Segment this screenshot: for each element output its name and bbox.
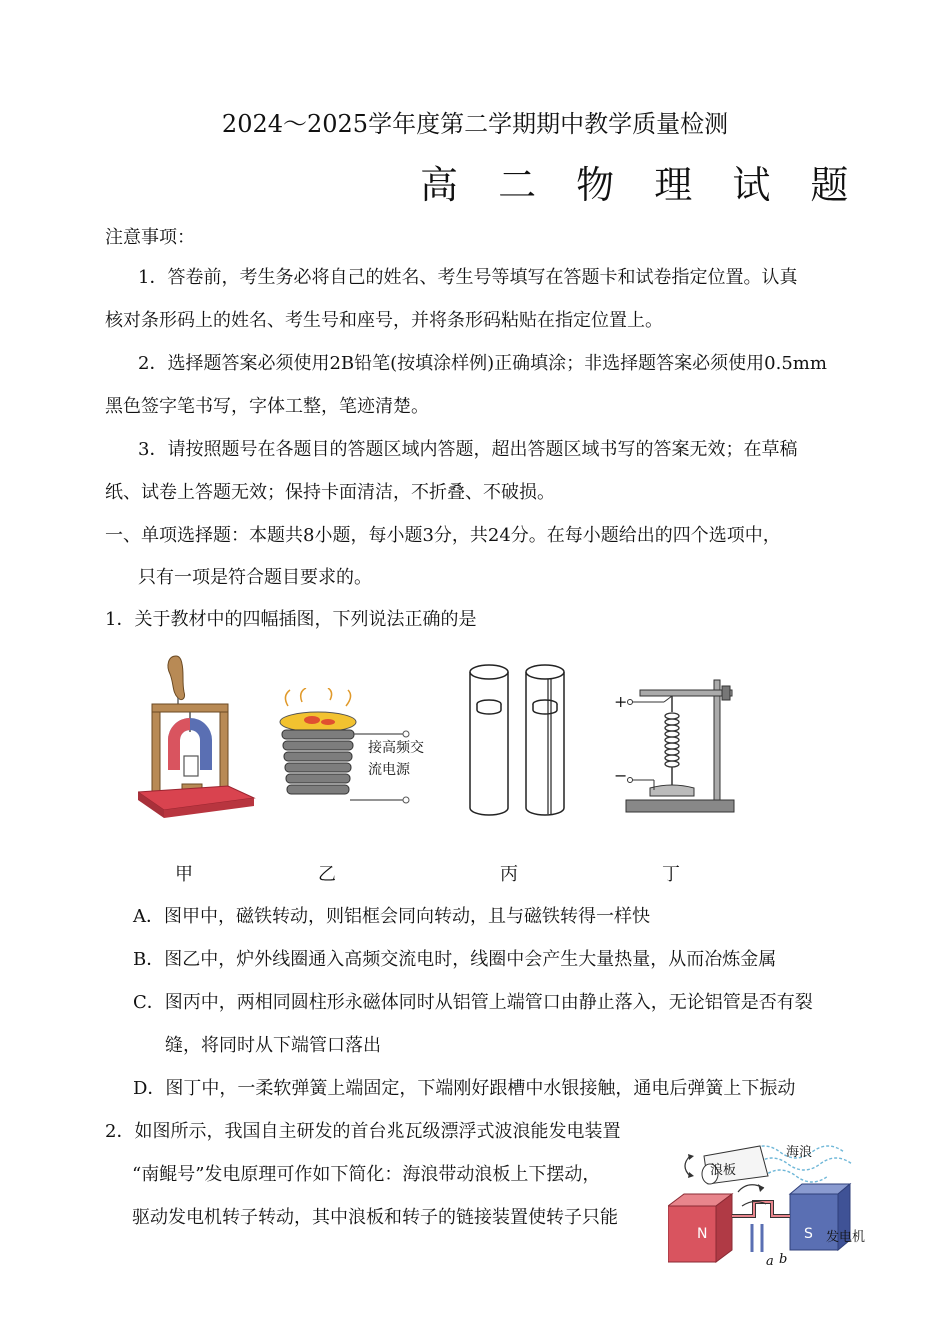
figure-jia: [138, 652, 256, 820]
q1-option-c-line-1: C．图丙中，两相同圆柱形永磁体同时从铝管上端管口由静止落入，无论铝管是否有裂: [133, 992, 813, 1013]
section1-line-2: 只有一项是符合题目要求的。: [138, 567, 372, 588]
caption-bing: 丙: [500, 864, 518, 885]
q1-option-d: D．图丁中，一柔软弹簧上端固定，下端刚好跟槽中水银接触，通电后弹簧上下振动: [133, 1078, 796, 1099]
fig-q2-board-label: 浪板: [710, 1163, 737, 1178]
figure-q2-generator: [668, 1132, 882, 1274]
fig-q2-generator-label: 发电机: [826, 1230, 866, 1245]
caption-jia: 甲: [175, 864, 193, 885]
q2-line-1: 2．如图所示，我国自主研发的首台兆瓦级漂浮式波浪能发电装置: [105, 1121, 621, 1142]
fig-q2-north-label: N: [697, 1226, 708, 1242]
note-2-line-1: 2．选择题答案必须使用2B铅笔(按填涂样例)正确填涂；非选择题答案必须使用0.5mm: [138, 353, 827, 374]
fig-q2-south-label: S: [804, 1226, 813, 1242]
fig-q2-wave-label: 海浪: [786, 1145, 813, 1160]
note-2-line-2: 黑色签字笔书写，字体工整，笔迹清楚。: [105, 396, 429, 417]
fig-q2-terminal-a: a: [766, 1254, 774, 1269]
exam-title: 2024～2025学年度第二学期期中教学质量检测: [221, 110, 729, 138]
note-3-line-1: 3．请按照题号在各题目的答题区域内答题，超出答题区域书写的答案无效；在草稿: [138, 439, 798, 460]
subject-title: 高 二 物 理 试 题: [420, 163, 863, 207]
section1-line-1: 一、单项选择题：本题共8小题，每小题3分，共24分。在每小题给出的四个选项中，: [105, 525, 781, 546]
note-1-line-2: 核对条形码上的姓名、考生号和座号，并将条形码粘贴在指定位置上。: [105, 310, 663, 331]
note-1-line-1: 1．答卷前，考生务必将自己的姓名、考生号等填写在答题卡和试卷指定位置。认真: [138, 267, 798, 288]
q1-option-c-line-2: 缝，将同时从下端管口落出: [165, 1035, 381, 1056]
caption-yi: 乙: [318, 864, 336, 885]
figure-ding: [614, 676, 738, 814]
note-3-line-2: 纸、试卷上答题无效；保持卡面清洁，不折叠、不破损。: [105, 482, 555, 503]
q1-option-b: B．图乙中，炉外线圈通入高频交流电时，线圈中会产生大量热量，从而冶炼金属: [133, 949, 777, 970]
q1-option-a: A．图甲中，磁铁转动，则铝框会同向转动，且与磁铁转得一样快: [133, 906, 650, 927]
fig-ding-minus: −: [614, 766, 628, 785]
caption-ding: 丁: [662, 864, 680, 885]
q1-stem: 1．关于教材中的四幅插图，下列说法正确的是: [105, 609, 477, 630]
fig-yi-label-1: 接高频交: [368, 740, 424, 756]
figure-bing: [462, 660, 566, 818]
notes-heading: 注意事项：: [105, 227, 195, 248]
q2-line-3: 驱动发电机转子转动，其中浪板和转子的链接装置使转子只能: [132, 1207, 618, 1228]
fig-yi-label-2: 流电源: [368, 762, 410, 778]
q2-line-2: “南鲲号”发电原理可作如下简化：海浪带动浪板上下摆动，: [132, 1164, 601, 1185]
fig-q2-terminal-b: b: [779, 1252, 788, 1267]
fig-ding-plus: +: [614, 692, 628, 711]
